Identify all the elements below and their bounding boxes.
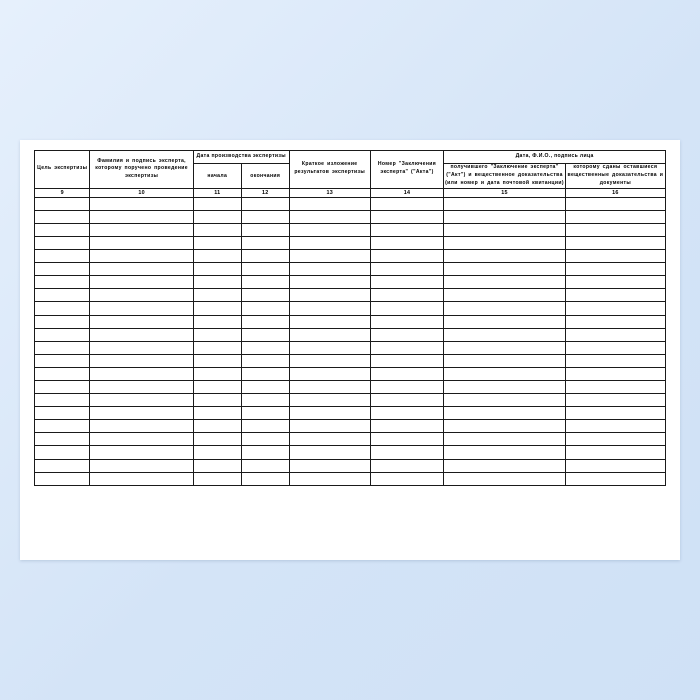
- table-cell[interactable]: [289, 394, 370, 407]
- table-cell[interactable]: [444, 289, 566, 302]
- table-cell[interactable]: [370, 197, 444, 210]
- table-cell[interactable]: [193, 315, 241, 328]
- column-header-date-end: окончания: [241, 164, 289, 189]
- table-cell[interactable]: [90, 394, 193, 407]
- table-cell[interactable]: [565, 289, 665, 302]
- column-header-expert-name: Фамилия и подпись эксперта, которому поручено проведение экспертизы: [90, 151, 193, 189]
- table-cell[interactable]: [565, 197, 665, 210]
- column-number-16: 16: [565, 188, 665, 197]
- table-cell[interactable]: [370, 223, 444, 236]
- table-row[interactable]: [35, 210, 666, 223]
- table-cell[interactable]: [289, 289, 370, 302]
- table-cell[interactable]: [565, 420, 665, 433]
- table-cell[interactable]: [35, 223, 90, 236]
- table-cell[interactable]: [193, 197, 241, 210]
- table-cell[interactable]: [90, 459, 193, 472]
- column-number-9: 9: [35, 188, 90, 197]
- table-cell[interactable]: [35, 459, 90, 472]
- table-cell[interactable]: [565, 394, 665, 407]
- table-cell[interactable]: [444, 302, 566, 315]
- table-cell[interactable]: [35, 302, 90, 315]
- table-cell[interactable]: [370, 380, 444, 393]
- table-cell[interactable]: [370, 354, 444, 367]
- table-cell[interactable]: [90, 380, 193, 393]
- table-row[interactable]: [35, 302, 666, 315]
- table-cell[interactable]: [35, 236, 90, 249]
- table-row[interactable]: [35, 197, 666, 210]
- table-cell[interactable]: [193, 236, 241, 249]
- table-cell[interactable]: [444, 446, 566, 459]
- table-cell[interactable]: [289, 472, 370, 485]
- table-cell[interactable]: [241, 433, 289, 446]
- table-cell[interactable]: [289, 302, 370, 315]
- header-group-row: [35, 151, 666, 164]
- table-cell[interactable]: [444, 276, 566, 289]
- table-cell[interactable]: [289, 236, 370, 249]
- table-row[interactable]: [35, 263, 666, 276]
- table-cell[interactable]: [241, 223, 289, 236]
- table-cell[interactable]: [241, 250, 289, 263]
- table-cell[interactable]: [289, 197, 370, 210]
- column-header-date-start: начала: [193, 164, 241, 189]
- table-cell[interactable]: [193, 328, 241, 341]
- table-cell[interactable]: [90, 289, 193, 302]
- table-cell[interactable]: [565, 354, 665, 367]
- table-cell[interactable]: [241, 276, 289, 289]
- table-cell[interactable]: [565, 263, 665, 276]
- table-cell[interactable]: [35, 250, 90, 263]
- column-header-conclusion-number: Номер "Заключения эксперта" ("Акта"): [370, 151, 444, 189]
- column-number-14: 14: [370, 188, 444, 197]
- journal-table: [34, 150, 666, 486]
- table-cell[interactable]: [193, 276, 241, 289]
- table-cell[interactable]: [241, 354, 289, 367]
- table-cell[interactable]: [90, 302, 193, 315]
- table-cell[interactable]: [90, 250, 193, 263]
- table-row[interactable]: [35, 236, 666, 249]
- table-cell[interactable]: [444, 420, 566, 433]
- table-cell[interactable]: [193, 302, 241, 315]
- table-cell[interactable]: [193, 380, 241, 393]
- table-cell[interactable]: [289, 276, 370, 289]
- table-cell[interactable]: [193, 433, 241, 446]
- table-cell[interactable]: [241, 394, 289, 407]
- table-cell[interactable]: [35, 315, 90, 328]
- column-number-13: 13: [289, 188, 370, 197]
- table-cell[interactable]: [565, 236, 665, 249]
- table-row[interactable]: [35, 250, 666, 263]
- table-row[interactable]: [35, 223, 666, 236]
- table-cell[interactable]: [90, 328, 193, 341]
- table-cell[interactable]: [193, 472, 241, 485]
- table-cell[interactable]: [444, 407, 566, 420]
- column-number-row: [35, 188, 666, 197]
- table-row[interactable]: [35, 446, 666, 459]
- table-cell[interactable]: [241, 302, 289, 315]
- table-cell[interactable]: [444, 263, 566, 276]
- table-cell[interactable]: [90, 210, 193, 223]
- table-cell[interactable]: [289, 420, 370, 433]
- table-cell[interactable]: [193, 289, 241, 302]
- table-cell[interactable]: [289, 341, 370, 354]
- table-cell[interactable]: [35, 197, 90, 210]
- table-head: [35, 151, 666, 198]
- table-cell[interactable]: [193, 367, 241, 380]
- table-cell[interactable]: [241, 263, 289, 276]
- table-cell[interactable]: [370, 407, 444, 420]
- table-cell[interactable]: [193, 354, 241, 367]
- table-cell[interactable]: [35, 446, 90, 459]
- table-cell[interactable]: [565, 328, 665, 341]
- table-row[interactable]: [35, 354, 666, 367]
- table-cell[interactable]: [289, 354, 370, 367]
- table-cell[interactable]: [370, 289, 444, 302]
- table-cell[interactable]: [241, 380, 289, 393]
- table-cell[interactable]: [370, 433, 444, 446]
- table-cell[interactable]: [370, 472, 444, 485]
- table-cell[interactable]: [90, 197, 193, 210]
- table-cell[interactable]: [565, 276, 665, 289]
- table-cell[interactable]: [444, 223, 566, 236]
- table-cell[interactable]: [370, 263, 444, 276]
- table-cell[interactable]: [289, 210, 370, 223]
- column-header-purpose: Цель экспертизы: [35, 151, 90, 189]
- table-cell[interactable]: [370, 250, 444, 263]
- table-cell[interactable]: [289, 367, 370, 380]
- table-cell[interactable]: [193, 459, 241, 472]
- table-cell[interactable]: [289, 223, 370, 236]
- table-cell[interactable]: [444, 380, 566, 393]
- table-cell[interactable]: [193, 210, 241, 223]
- table-cell[interactable]: [444, 197, 566, 210]
- table-cell[interactable]: [35, 394, 90, 407]
- table-cell[interactable]: [444, 459, 566, 472]
- table-cell[interactable]: [370, 302, 444, 315]
- journal-table-wrapper: [34, 150, 666, 550]
- table-cell[interactable]: [90, 341, 193, 354]
- table-cell[interactable]: [193, 223, 241, 236]
- column-group-date-of-expertise: Дата производства экспертизы: [193, 151, 289, 164]
- table-cell[interactable]: [241, 197, 289, 210]
- table-cell[interactable]: [241, 472, 289, 485]
- table-cell[interactable]: [35, 263, 90, 276]
- table-cell[interactable]: [241, 315, 289, 328]
- table-row[interactable]: [35, 367, 666, 380]
- table-body: [35, 197, 666, 485]
- table-row[interactable]: [35, 433, 666, 446]
- table-cell[interactable]: [565, 315, 665, 328]
- table-cell[interactable]: [241, 367, 289, 380]
- column-number-10: 10: [90, 188, 193, 197]
- table-cell[interactable]: [444, 210, 566, 223]
- table-cell[interactable]: [35, 407, 90, 420]
- table-row[interactable]: [35, 394, 666, 407]
- table-cell[interactable]: [565, 250, 665, 263]
- table-cell[interactable]: [370, 394, 444, 407]
- table-cell[interactable]: [35, 367, 90, 380]
- table-cell[interactable]: [35, 341, 90, 354]
- table-cell[interactable]: [370, 236, 444, 249]
- table-cell[interactable]: [90, 263, 193, 276]
- table-cell[interactable]: [35, 420, 90, 433]
- table-cell[interactable]: [289, 250, 370, 263]
- table-cell[interactable]: [444, 236, 566, 249]
- table-cell[interactable]: [90, 236, 193, 249]
- table-cell[interactable]: [90, 446, 193, 459]
- table-cell[interactable]: [90, 433, 193, 446]
- table-cell[interactable]: [193, 407, 241, 420]
- table-cell[interactable]: [565, 472, 665, 485]
- table-cell[interactable]: [444, 341, 566, 354]
- table-cell[interactable]: [565, 223, 665, 236]
- table-cell[interactable]: [35, 276, 90, 289]
- table-cell[interactable]: [35, 433, 90, 446]
- table-cell[interactable]: [35, 328, 90, 341]
- table-cell[interactable]: [289, 380, 370, 393]
- column-header-received-by: получившего "Заключение эксперта" ("Акт") и вещественное доказательства (или номер и дата почтовой квитанции): [444, 164, 566, 189]
- table-cell[interactable]: [241, 289, 289, 302]
- table-cell[interactable]: [241, 341, 289, 354]
- table-cell[interactable]: [565, 210, 665, 223]
- table-cell[interactable]: [289, 328, 370, 341]
- table-cell[interactable]: [444, 367, 566, 380]
- table-cell[interactable]: [193, 446, 241, 459]
- table-cell[interactable]: [289, 315, 370, 328]
- table-cell[interactable]: [444, 250, 566, 263]
- table-cell[interactable]: [565, 433, 665, 446]
- table-row[interactable]: [35, 328, 666, 341]
- table-cell[interactable]: [370, 459, 444, 472]
- table-cell[interactable]: [193, 394, 241, 407]
- table-cell[interactable]: [35, 472, 90, 485]
- table-cell[interactable]: [193, 420, 241, 433]
- table-cell[interactable]: [565, 302, 665, 315]
- table-cell[interactable]: [444, 315, 566, 328]
- column-number-11: 11: [193, 188, 241, 197]
- table-cell[interactable]: [193, 250, 241, 263]
- table-cell[interactable]: [565, 380, 665, 393]
- table-cell[interactable]: [90, 420, 193, 433]
- table-cell[interactable]: [35, 354, 90, 367]
- table-cell[interactable]: [370, 315, 444, 328]
- table-cell[interactable]: [289, 433, 370, 446]
- table-cell[interactable]: [241, 420, 289, 433]
- table-cell[interactable]: [35, 380, 90, 393]
- table-cell[interactable]: [90, 223, 193, 236]
- table-cell[interactable]: [90, 315, 193, 328]
- table-cell[interactable]: [370, 210, 444, 223]
- table-cell[interactable]: [370, 446, 444, 459]
- table-cell[interactable]: [90, 367, 193, 380]
- table-cell[interactable]: [289, 446, 370, 459]
- table-cell[interactable]: [444, 433, 566, 446]
- table-cell[interactable]: [90, 472, 193, 485]
- table-cell[interactable]: [241, 210, 289, 223]
- table-cell[interactable]: [565, 367, 665, 380]
- table-cell[interactable]: [444, 394, 566, 407]
- table-cell[interactable]: [35, 210, 90, 223]
- table-cell[interactable]: [370, 276, 444, 289]
- column-number-12: 12: [241, 188, 289, 197]
- column-header-results-summary: Краткое изложение результатов экспертизы: [289, 151, 370, 189]
- table-cell[interactable]: [565, 407, 665, 420]
- table-cell[interactable]: [444, 328, 566, 341]
- table-row[interactable]: [35, 420, 666, 433]
- table-row[interactable]: [35, 289, 666, 302]
- table-cell[interactable]: [193, 263, 241, 276]
- column-number-15: 15: [444, 188, 566, 197]
- table-row[interactable]: [35, 380, 666, 393]
- paper-sheet: [20, 140, 680, 560]
- table-cell[interactable]: [90, 276, 193, 289]
- table-cell[interactable]: [241, 407, 289, 420]
- table-cell[interactable]: [241, 236, 289, 249]
- table-cell[interactable]: [193, 341, 241, 354]
- table-cell[interactable]: [565, 341, 665, 354]
- table-cell[interactable]: [90, 407, 193, 420]
- table-cell[interactable]: [289, 407, 370, 420]
- table-row[interactable]: [35, 341, 666, 354]
- table-row[interactable]: [35, 276, 666, 289]
- table-cell[interactable]: [241, 446, 289, 459]
- table-cell[interactable]: [565, 459, 665, 472]
- table-cell[interactable]: [35, 289, 90, 302]
- column-group-date-fio-signature: Дата, Ф.И.О., подпись лица: [444, 151, 666, 164]
- table-cell[interactable]: [370, 341, 444, 354]
- table-cell[interactable]: [289, 459, 370, 472]
- table-row[interactable]: [35, 407, 666, 420]
- table-row[interactable]: [35, 459, 666, 472]
- table-cell[interactable]: [370, 367, 444, 380]
- table-cell[interactable]: [241, 328, 289, 341]
- column-header-remaining-evidence: которому сданы оставшиеся вещественные доказательства и документы: [565, 164, 665, 189]
- table-cell[interactable]: [370, 420, 444, 433]
- table-cell[interactable]: [444, 354, 566, 367]
- table-cell[interactable]: [90, 354, 193, 367]
- table-cell[interactable]: [370, 328, 444, 341]
- table-cell[interactable]: [565, 446, 665, 459]
- table-row[interactable]: [35, 472, 666, 485]
- table-cell[interactable]: [444, 472, 566, 485]
- table-cell[interactable]: [289, 263, 370, 276]
- table-row[interactable]: [35, 315, 666, 328]
- table-cell[interactable]: [241, 459, 289, 472]
